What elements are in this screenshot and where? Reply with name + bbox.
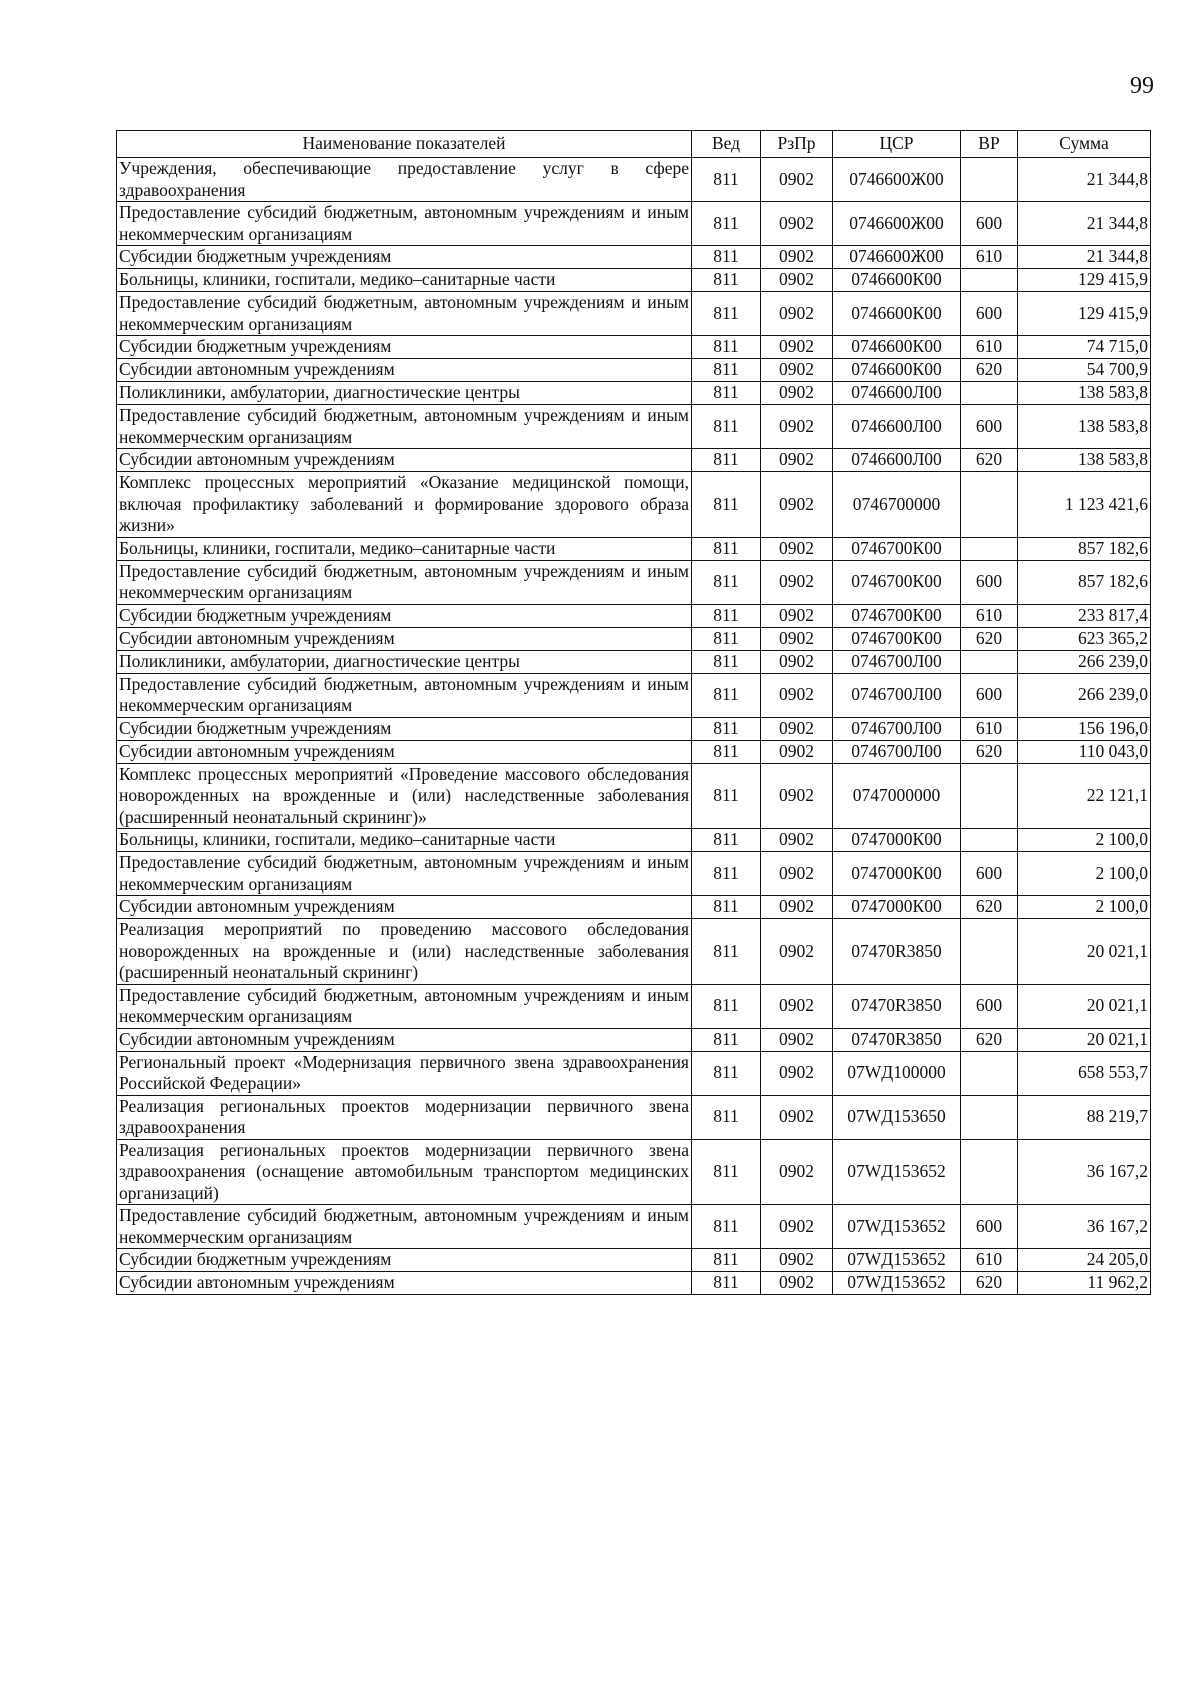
cell-ved: 811 xyxy=(692,896,761,919)
cell-ved: 811 xyxy=(692,740,761,763)
header-sum: Сумма xyxy=(1018,131,1151,158)
cell-rzpr: 0902 xyxy=(761,604,833,627)
table-row xyxy=(117,1028,1151,1051)
cell-ved: 811 xyxy=(692,627,761,650)
cell-ved: 811 xyxy=(692,1028,761,1051)
header-rzpr: РзПр xyxy=(761,131,833,158)
cell-rzpr: 0902 xyxy=(761,717,833,740)
cell-csr: 0747000000 xyxy=(833,763,961,829)
cell-csr: 0746700К00 xyxy=(833,537,961,560)
cell-name: Больницы, клиники, госпитали, медико–санитарные части xyxy=(117,269,692,292)
cell-ved: 811 xyxy=(692,1139,761,1205)
cell-ved: 811 xyxy=(692,1249,761,1272)
cell-sum: 11 962,2 xyxy=(1018,1272,1151,1295)
table-row xyxy=(117,717,1151,740)
cell-csr: 0746600Л00 xyxy=(833,382,961,405)
cell-vr xyxy=(961,919,1018,985)
cell-rzpr: 0902 xyxy=(761,919,833,985)
table-body xyxy=(117,158,1151,1295)
cell-name: Предоставление субсидий бюджетным, автономным учреждениям и иным некоммерческим организациям xyxy=(117,405,692,449)
cell-name: Субсидии автономным учреждениям xyxy=(117,1028,692,1051)
table-row xyxy=(117,984,1151,1028)
cell-csr: 0746700Л00 xyxy=(833,740,961,763)
cell-ved: 811 xyxy=(692,763,761,829)
cell-name: Предоставление субсидий бюджетным, автономным учреждениям и иным некоммерческим организациям xyxy=(117,1205,692,1249)
cell-csr: 0746700000 xyxy=(833,472,961,538)
cell-rzpr: 0902 xyxy=(761,336,833,359)
cell-rzpr: 0902 xyxy=(761,1028,833,1051)
cell-name: Субсидии автономным учреждениям xyxy=(117,896,692,919)
header-name: Наименование показателей xyxy=(117,131,692,158)
cell-ved: 811 xyxy=(692,829,761,852)
cell-rzpr: 0902 xyxy=(761,852,833,896)
cell-rzpr: 0902 xyxy=(761,1139,833,1205)
cell-sum: 20 021,1 xyxy=(1018,984,1151,1028)
cell-sum: 21 344,8 xyxy=(1018,158,1151,202)
cell-csr: 0746700К00 xyxy=(833,627,961,650)
cell-vr: 600 xyxy=(961,202,1018,246)
cell-name: Субсидии автономным учреждениям xyxy=(117,1272,692,1295)
cell-vr xyxy=(961,829,1018,852)
table-row xyxy=(117,604,1151,627)
cell-vr xyxy=(961,1139,1018,1205)
cell-csr: 0746600Ж00 xyxy=(833,202,961,246)
cell-sum: 138 583,8 xyxy=(1018,405,1151,449)
cell-rzpr: 0902 xyxy=(761,359,833,382)
cell-sum: 658 553,7 xyxy=(1018,1051,1151,1095)
cell-sum: 857 182,6 xyxy=(1018,560,1151,604)
cell-ved: 811 xyxy=(692,1095,761,1139)
cell-vr xyxy=(961,1051,1018,1095)
cell-ved: 811 xyxy=(692,202,761,246)
cell-vr: 600 xyxy=(961,984,1018,1028)
cell-ved: 811 xyxy=(692,405,761,449)
cell-rzpr: 0902 xyxy=(761,673,833,717)
cell-csr: 0747000К00 xyxy=(833,852,961,896)
cell-rzpr: 0902 xyxy=(761,158,833,202)
cell-vr: 620 xyxy=(961,896,1018,919)
cell-vr: 600 xyxy=(961,852,1018,896)
cell-name: Реализация мероприятий по проведению массового обследования новорожденных на врожденные и (или) наследственные заболевания (расширенный неонатальный скрининг) xyxy=(117,919,692,985)
cell-name: Субсидии бюджетным учреждениям xyxy=(117,336,692,359)
cell-csr: 0746700К00 xyxy=(833,560,961,604)
cell-sum: 36 167,2 xyxy=(1018,1205,1151,1249)
cell-sum: 20 021,1 xyxy=(1018,919,1151,985)
cell-sum: 623 365,2 xyxy=(1018,627,1151,650)
cell-csr: 07WД153652 xyxy=(833,1139,961,1205)
cell-name: Субсидии бюджетным учреждениям xyxy=(117,1249,692,1272)
table-row xyxy=(117,896,1151,919)
cell-rzpr: 0902 xyxy=(761,537,833,560)
cell-rzpr: 0902 xyxy=(761,202,833,246)
cell-vr: 620 xyxy=(961,1028,1018,1051)
cell-vr: 620 xyxy=(961,359,1018,382)
cell-vr xyxy=(961,472,1018,538)
cell-csr: 07WД100000 xyxy=(833,1051,961,1095)
cell-csr: 0746600К00 xyxy=(833,269,961,292)
cell-csr: 07470R3850 xyxy=(833,984,961,1028)
cell-rzpr: 0902 xyxy=(761,1095,833,1139)
cell-name: Поликлиники, амбулатории, диагностические центры xyxy=(117,382,692,405)
cell-rzpr: 0902 xyxy=(761,472,833,538)
cell-ved: 811 xyxy=(692,673,761,717)
table-row xyxy=(117,1095,1151,1139)
cell-rzpr: 0902 xyxy=(761,292,833,336)
table-row xyxy=(117,560,1151,604)
cell-csr: 0746700К00 xyxy=(833,604,961,627)
cell-rzpr: 0902 xyxy=(761,1051,833,1095)
cell-sum: 233 817,4 xyxy=(1018,604,1151,627)
cell-ved: 811 xyxy=(692,336,761,359)
cell-sum: 266 239,0 xyxy=(1018,673,1151,717)
cell-ved: 811 xyxy=(692,1051,761,1095)
cell-vr xyxy=(961,650,1018,673)
cell-ved: 811 xyxy=(692,292,761,336)
cell-sum: 21 344,8 xyxy=(1018,246,1151,269)
cell-vr: 610 xyxy=(961,246,1018,269)
cell-ved: 811 xyxy=(692,246,761,269)
cell-sum: 156 196,0 xyxy=(1018,717,1151,740)
table-row xyxy=(117,269,1151,292)
cell-name: Предоставление субсидий бюджетным, автономным учреждениям и иным некоммерческим организациям xyxy=(117,202,692,246)
cell-csr: 0746700Л00 xyxy=(833,673,961,717)
cell-rzpr: 0902 xyxy=(761,896,833,919)
cell-sum: 22 121,1 xyxy=(1018,763,1151,829)
cell-rzpr: 0902 xyxy=(761,246,833,269)
cell-vr xyxy=(961,763,1018,829)
cell-name: Комплекс процессных мероприятий «Проведение массового обследования новорожденных на врожденные и (или) наследственные заболевания (расширенный неонатальный скрининг)» xyxy=(117,763,692,829)
cell-name: Субсидии бюджетным учреждениям xyxy=(117,246,692,269)
table-row xyxy=(117,382,1151,405)
cell-csr: 0746600К00 xyxy=(833,336,961,359)
cell-vr xyxy=(961,1095,1018,1139)
cell-name: Больницы, клиники, госпитали, медико–санитарные части xyxy=(117,829,692,852)
table-row xyxy=(117,1249,1151,1272)
cell-csr: 07WД153652 xyxy=(833,1272,961,1295)
cell-ved: 811 xyxy=(692,650,761,673)
cell-vr: 610 xyxy=(961,1249,1018,1272)
cell-csr: 07WД153652 xyxy=(833,1205,961,1249)
cell-ved: 811 xyxy=(692,717,761,740)
cell-csr: 0746600К00 xyxy=(833,292,961,336)
cell-vr: 620 xyxy=(961,627,1018,650)
cell-sum: 1 123 421,6 xyxy=(1018,472,1151,538)
cell-name: Реализация региональных проектов модернизации первичного звена здравоохранения xyxy=(117,1095,692,1139)
table-row xyxy=(117,1139,1151,1205)
table-row xyxy=(117,405,1151,449)
table-row xyxy=(117,158,1151,202)
cell-sum: 266 239,0 xyxy=(1018,650,1151,673)
cell-rzpr: 0902 xyxy=(761,763,833,829)
cell-ved: 811 xyxy=(692,537,761,560)
cell-sum: 88 219,7 xyxy=(1018,1095,1151,1139)
cell-sum: 20 021,1 xyxy=(1018,1028,1151,1051)
cell-vr: 620 xyxy=(961,740,1018,763)
cell-rzpr: 0902 xyxy=(761,1272,833,1295)
cell-rzpr: 0902 xyxy=(761,405,833,449)
cell-rzpr: 0902 xyxy=(761,269,833,292)
table-row xyxy=(117,292,1151,336)
cell-sum: 2 100,0 xyxy=(1018,852,1151,896)
cell-ved: 811 xyxy=(692,560,761,604)
table-row xyxy=(117,740,1151,763)
cell-vr: 610 xyxy=(961,604,1018,627)
table-row xyxy=(117,829,1151,852)
table-row xyxy=(117,852,1151,896)
cell-name: Субсидии автономным учреждениям xyxy=(117,740,692,763)
table-row xyxy=(117,537,1151,560)
table-row xyxy=(117,472,1151,538)
cell-csr: 07470R3850 xyxy=(833,1028,961,1051)
cell-sum: 129 415,9 xyxy=(1018,292,1151,336)
cell-sum: 74 715,0 xyxy=(1018,336,1151,359)
cell-vr xyxy=(961,269,1018,292)
header-vr: ВР xyxy=(961,131,1018,158)
cell-ved: 811 xyxy=(692,449,761,472)
cell-sum: 36 167,2 xyxy=(1018,1139,1151,1205)
cell-name: Субсидии автономным учреждениям xyxy=(117,449,692,472)
table-row xyxy=(117,673,1151,717)
budget-table xyxy=(116,130,1151,1295)
table-row xyxy=(117,1205,1151,1249)
cell-sum: 138 583,8 xyxy=(1018,382,1151,405)
cell-sum: 54 700,9 xyxy=(1018,359,1151,382)
table-header-row xyxy=(117,131,1151,158)
cell-csr: 0747000К00 xyxy=(833,896,961,919)
cell-vr: 600 xyxy=(961,673,1018,717)
table-row xyxy=(117,202,1151,246)
cell-ved: 811 xyxy=(692,604,761,627)
cell-sum: 129 415,9 xyxy=(1018,269,1151,292)
cell-name: Реализация региональных проектов модернизации первичного звена здравоохранения (оснащение автомобильным транспортом медицинских организаций) xyxy=(117,1139,692,1205)
cell-csr: 0747000К00 xyxy=(833,829,961,852)
cell-name: Субсидии бюджетным учреждениям xyxy=(117,604,692,627)
cell-rzpr: 0902 xyxy=(761,627,833,650)
cell-rzpr: 0902 xyxy=(761,740,833,763)
table-row xyxy=(117,1272,1151,1295)
cell-name: Предоставление субсидий бюджетным, автономным учреждениям и иным некоммерческим организациям xyxy=(117,292,692,336)
table-row xyxy=(117,1051,1151,1095)
cell-name: Региональный проект «Модернизация первичного звена здравоохранения Российской Федерации» xyxy=(117,1051,692,1095)
header-ved: Вед xyxy=(692,131,761,158)
cell-vr: 610 xyxy=(961,336,1018,359)
cell-sum: 138 583,8 xyxy=(1018,449,1151,472)
cell-name: Учреждения, обеспечивающие предоставление услуг в сфере здравоохранения xyxy=(117,158,692,202)
cell-csr: 07WД153652 xyxy=(833,1249,961,1272)
cell-name: Субсидии автономным учреждениям xyxy=(117,359,692,382)
table-row xyxy=(117,919,1151,985)
table-row xyxy=(117,359,1151,382)
cell-rzpr: 0902 xyxy=(761,984,833,1028)
cell-sum: 110 043,0 xyxy=(1018,740,1151,763)
table-row xyxy=(117,449,1151,472)
cell-vr: 600 xyxy=(961,292,1018,336)
cell-vr: 610 xyxy=(961,717,1018,740)
cell-sum: 24 205,0 xyxy=(1018,1249,1151,1272)
header-csr: ЦСР xyxy=(833,131,961,158)
cell-sum: 2 100,0 xyxy=(1018,829,1151,852)
cell-csr: 0746600К00 xyxy=(833,359,961,382)
cell-csr: 0746700Л00 xyxy=(833,717,961,740)
cell-vr xyxy=(961,158,1018,202)
cell-rzpr: 0902 xyxy=(761,650,833,673)
cell-csr: 0746600Л00 xyxy=(833,449,961,472)
cell-csr: 0746600Ж00 xyxy=(833,246,961,269)
cell-vr: 620 xyxy=(961,449,1018,472)
cell-ved: 811 xyxy=(692,919,761,985)
cell-ved: 811 xyxy=(692,984,761,1028)
cell-vr xyxy=(961,382,1018,405)
cell-sum: 21 344,8 xyxy=(1018,202,1151,246)
cell-vr: 620 xyxy=(961,1272,1018,1295)
table-row xyxy=(117,336,1151,359)
table-row xyxy=(117,650,1151,673)
table-row xyxy=(117,763,1151,829)
cell-ved: 811 xyxy=(692,1205,761,1249)
cell-csr: 0746700Л00 xyxy=(833,650,961,673)
cell-vr xyxy=(961,537,1018,560)
cell-rzpr: 0902 xyxy=(761,829,833,852)
cell-vr: 600 xyxy=(961,1205,1018,1249)
cell-name: Комплекс процессных мероприятий «Оказание медицинской помощи, включая профилактику заболеваний и формирование здорового образа жизни» xyxy=(117,472,692,538)
cell-name: Больницы, клиники, госпитали, медико–санитарные части xyxy=(117,537,692,560)
cell-name: Предоставление субсидий бюджетным, автономным учреждениям и иным некоммерческим организациям xyxy=(117,560,692,604)
cell-ved: 811 xyxy=(692,359,761,382)
cell-ved: 811 xyxy=(692,269,761,292)
cell-ved: 811 xyxy=(692,472,761,538)
cell-name: Предоставление субсидий бюджетным, автономным учреждениям и иным некоммерческим организациям xyxy=(117,984,692,1028)
table-row xyxy=(117,246,1151,269)
cell-ved: 811 xyxy=(692,852,761,896)
cell-rzpr: 0902 xyxy=(761,382,833,405)
cell-rzpr: 0902 xyxy=(761,449,833,472)
cell-rzpr: 0902 xyxy=(761,560,833,604)
cell-csr: 0746600Ж00 xyxy=(833,158,961,202)
cell-vr: 600 xyxy=(961,560,1018,604)
cell-sum: 857 182,6 xyxy=(1018,537,1151,560)
cell-rzpr: 0902 xyxy=(761,1205,833,1249)
cell-sum: 2 100,0 xyxy=(1018,896,1151,919)
cell-ved: 811 xyxy=(692,158,761,202)
cell-rzpr: 0902 xyxy=(761,1249,833,1272)
page-number: 99 xyxy=(1130,73,1154,99)
cell-name: Субсидии бюджетным учреждениям xyxy=(117,717,692,740)
cell-csr: 0746600Л00 xyxy=(833,405,961,449)
cell-name: Предоставление субсидий бюджетным, автономным учреждениям и иным некоммерческим организациям xyxy=(117,673,692,717)
table-row xyxy=(117,627,1151,650)
cell-name: Субсидии автономным учреждениям xyxy=(117,627,692,650)
cell-csr: 07WД153650 xyxy=(833,1095,961,1139)
cell-name: Предоставление субсидий бюджетным, автономным учреждениям и иным некоммерческим организациям xyxy=(117,852,692,896)
cell-ved: 811 xyxy=(692,382,761,405)
cell-name: Поликлиники, амбулатории, диагностические центры xyxy=(117,650,692,673)
cell-vr: 600 xyxy=(961,405,1018,449)
cell-csr: 07470R3850 xyxy=(833,919,961,985)
cell-ved: 811 xyxy=(692,1272,761,1295)
